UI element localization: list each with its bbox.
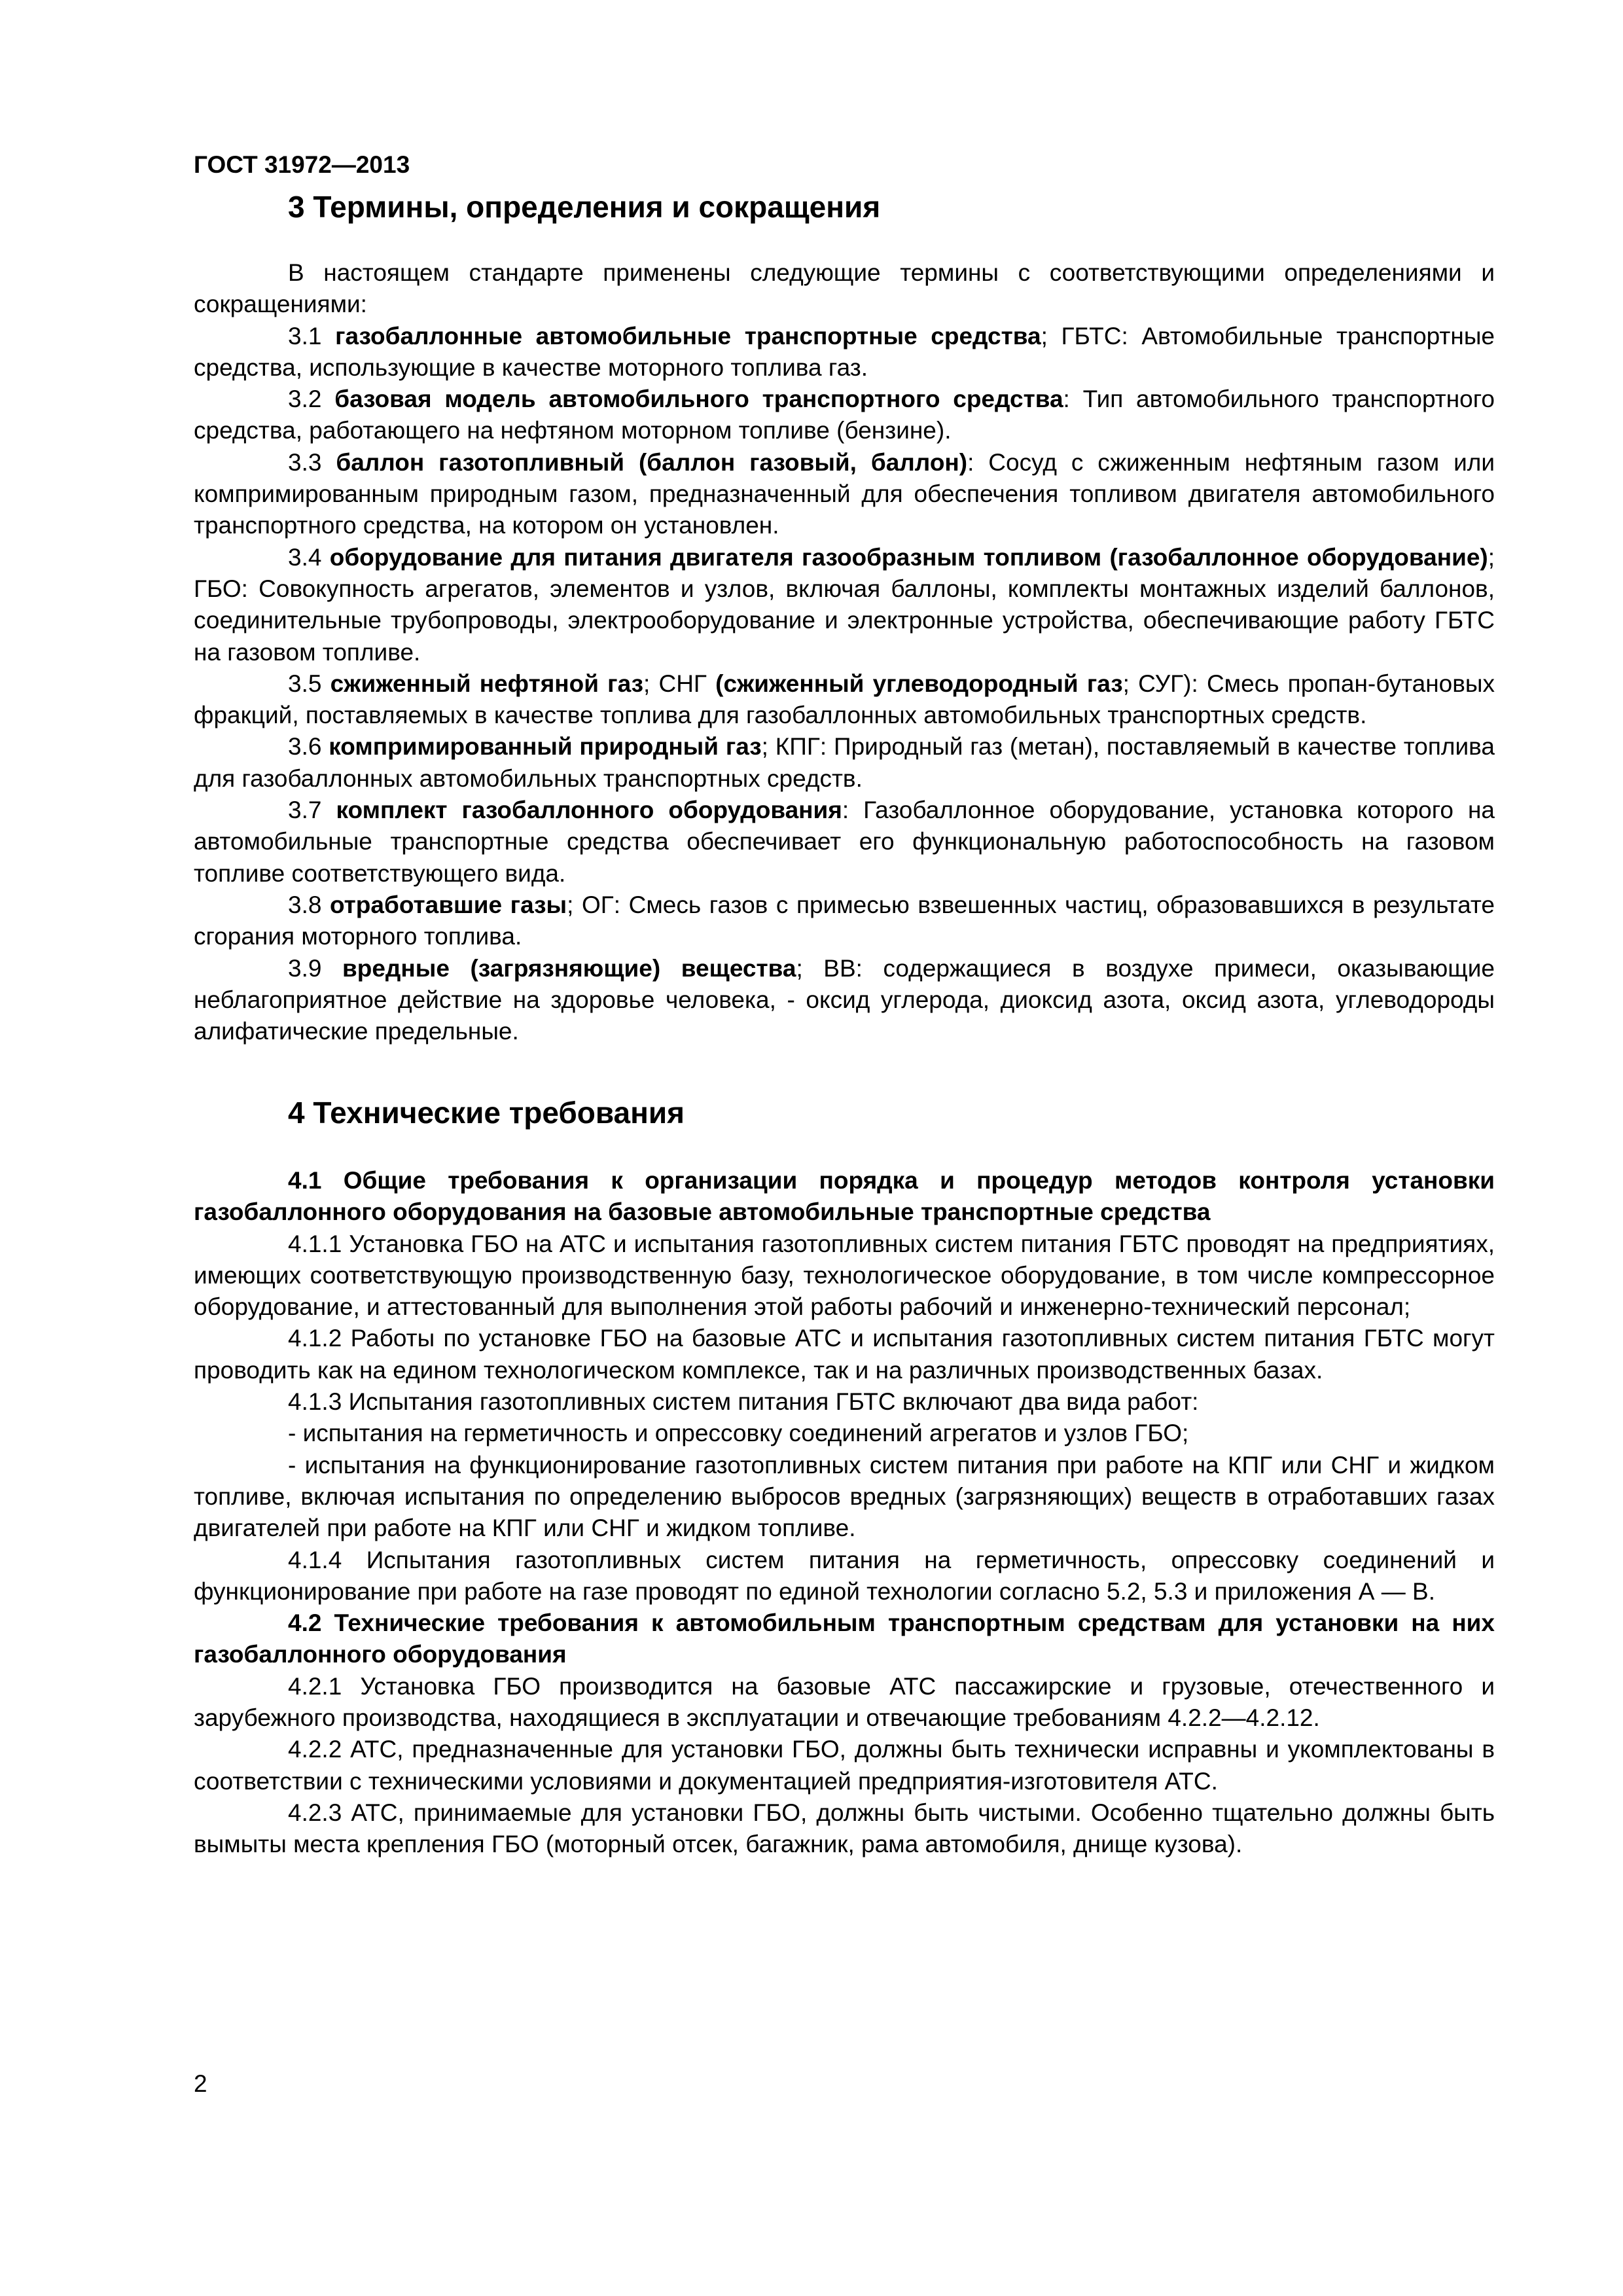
term-3-8	[194, 889, 1495, 953]
section-4-body	[194, 1165, 1495, 1861]
section-3-title: 3 Термины, определения и сокращения	[288, 190, 881, 224]
term-3-1	[194, 321, 1495, 384]
paragraph-4-1-1: 4.1.1 Установка ГБО на АТС и испытания газотопливных систем питания ГБТС проводят на предприятиях, имеющих соответствующую производственную базу, технологическое оборудование, в том числе компрессорное оборудование, и аттестованный для выполнения этой работы рабочий и инженерно-технический персонал;	[194, 1230, 1495, 1321]
term-3-5	[194, 668, 1495, 732]
term-number: 3.8	[288, 891, 330, 918]
paragraph-4-2-3: 4.2.3 АТС, принимаемые для установки ГБО, должны быть чистыми. Особенно тщательно должны быть вымыты места крепления ГБО (моторный отсек, багажник, рама автомобиля, днище кузова).	[194, 1799, 1495, 1858]
term-synonym: (сжиженный углеводородный газ	[715, 670, 1123, 697]
term-definition: : Тип автомобильного транспортного средства, работающего на нефтяном моторном топливе (бензине).	[194, 386, 1495, 444]
term-name: баллон газотопливный (баллон газовый, баллон)	[336, 448, 968, 476]
paragraph-4-1-4: 4.1.4 Испытания газотопливных систем питания на герметичность, опрессовку соединений и функционирование при работе на газе проводят по единой технологии согласно 5.2, 5.3 и приложения А — В.	[194, 1546, 1495, 1605]
subsection-4-1-heading: 4.1 Общие требования к организации порядка и процедур методов контроля установки газобаллонного оборудования на базовые автомобильные транспортные средства	[194, 1167, 1495, 1226]
term-number: 3.2	[288, 386, 335, 413]
term-number: 3.6	[288, 733, 329, 761]
term-name: отработавшие газы	[330, 891, 567, 918]
document-code: ГОСТ 31972—2013	[194, 151, 410, 178]
subsection-4-2-heading: 4.2 Технические требования к автомобильным транспортным средствам для установки на них газобаллонного оборудования	[194, 1609, 1495, 1668]
paragraph-4-2-2: 4.2.2 АТС, предназначенные для установки ГБО, должны быть технически исправны и укомплектованы в соответствии с техническими условиями и документацией предприятия-изготовителя АТС.	[194, 1736, 1495, 1795]
term-definition: : Сосуд с сжиженным нефтяным газом или компримированным природным газом, предназначенный для обеспечения топливом двигателя автомобильного транспортного средства, на котором он установлен.	[194, 448, 1495, 539]
term-number: 3.7	[288, 797, 336, 824]
term-3-4	[194, 542, 1495, 668]
term-3-9	[194, 953, 1495, 1048]
term-definition: ; КПГ: Природный газ (метан), поставляемый в качестве топлива для газобаллонных автомобильных транспортных средств.	[194, 733, 1495, 792]
term-definition: ; ОГ: Смесь газов с примесью взвешенных частиц, образовавшихся в результате сгорания моторного топлива.	[194, 891, 1495, 950]
term-name: газобаллонные автомобильные транспортные средства	[335, 322, 1041, 350]
term-number: 3.1	[288, 322, 336, 350]
term-name: сжиженный нефтяной газ	[330, 670, 644, 697]
term-3-7	[194, 795, 1495, 889]
term-definition: ; ВВ: содержащиеся в воздухе примеси, оказывающие неблагоприятное действие на здоровье человека, - оксид углерода, диоксид азота, оксид азота, углеводороды алифатические предельные.	[194, 954, 1495, 1045]
section-3-body	[194, 257, 1495, 1047]
paragraph-4-1-2: 4.1.2 Работы по установке ГБО на базовые АТС и испытания газотопливных систем питания ГБТС могут проводить как на едином технологическом комплексе, так и на различных производственных базах.	[194, 1325, 1495, 1384]
term-3-2	[194, 384, 1495, 447]
section-3-intro: В настоящем стандарте применены следующие термины с соответствующими определениями и сокращениями:	[194, 259, 1495, 318]
term-definition: ; СНГ	[643, 670, 716, 697]
term-definition: : Газобаллонное оборудование, установка которого на автомобильные транспортные средства обеспечивает его функциональную работоспособность на газовом топливе соответствующего вида.	[194, 797, 1495, 887]
term-number: 3.3	[288, 448, 336, 476]
paragraph-4-2-1: 4.2.1 Установка ГБО производится на базовые АТС пассажирские и грузовые, отечественного и зарубежного производства, находящиеся в эксплуатации и отвечающие требованиям 4.2.2—4.2.12.	[194, 1672, 1495, 1732]
term-name: комплект газобаллонного оборудования	[336, 797, 842, 824]
term-number: 3.4	[288, 543, 330, 571]
term-name: компримированный природный газ	[329, 733, 762, 761]
list-item: - испытания на герметичность и опрессовку соединений агрегатов и узлов ГБО;	[288, 1420, 1189, 1447]
paragraph-4-1-3: 4.1.3 Испытания газотопливных систем питания ГБТС включают два вида работ:	[288, 1388, 1199, 1416]
list-item: - испытания на функционирование газотопливных систем питания при работе на КПГ или СНГ и жидком топливе, включая испытания по определению выбросов вредных (загрязняющих) веществ в отработавших газах двигателей при работе на КПГ или СНГ и жидком топливе.	[194, 1451, 1495, 1542]
term-definition-continued: ; СУГ): Смесь пропан-бутановых фракций, поставляемых в качестве топлива для газобаллонных автомобильных транспортных средств.	[194, 670, 1495, 729]
term-number: 3.5	[288, 670, 330, 697]
section-4-title: 4 Технические требования	[288, 1096, 685, 1130]
term-definition: ; ГБО: Совокупность агрегатов, элементов и узлов, включая баллоны, комплекты монтажных изделий баллонов, соединительные трубопроводы, электрооборудование и электронные устройства, обеспечивающие работу ГБТС на газовом топливе.	[194, 543, 1495, 666]
term-name: оборудование для питания двигателя газообразным топливом (газобаллонное оборудование)	[329, 543, 1488, 571]
term-definition: ; ГБТС: Автомобильные транспортные средства, использующие в качестве моторного топлива газ.	[194, 322, 1495, 381]
term-3-6	[194, 731, 1495, 795]
term-number: 3.9	[288, 954, 342, 982]
term-name: базовая модель автомобильного транспортного средства	[334, 386, 1063, 413]
page-number: 2	[194, 2070, 207, 2097]
term-3-3	[194, 447, 1495, 542]
term-name: вредные (загрязняющие) вещества	[342, 954, 796, 982]
